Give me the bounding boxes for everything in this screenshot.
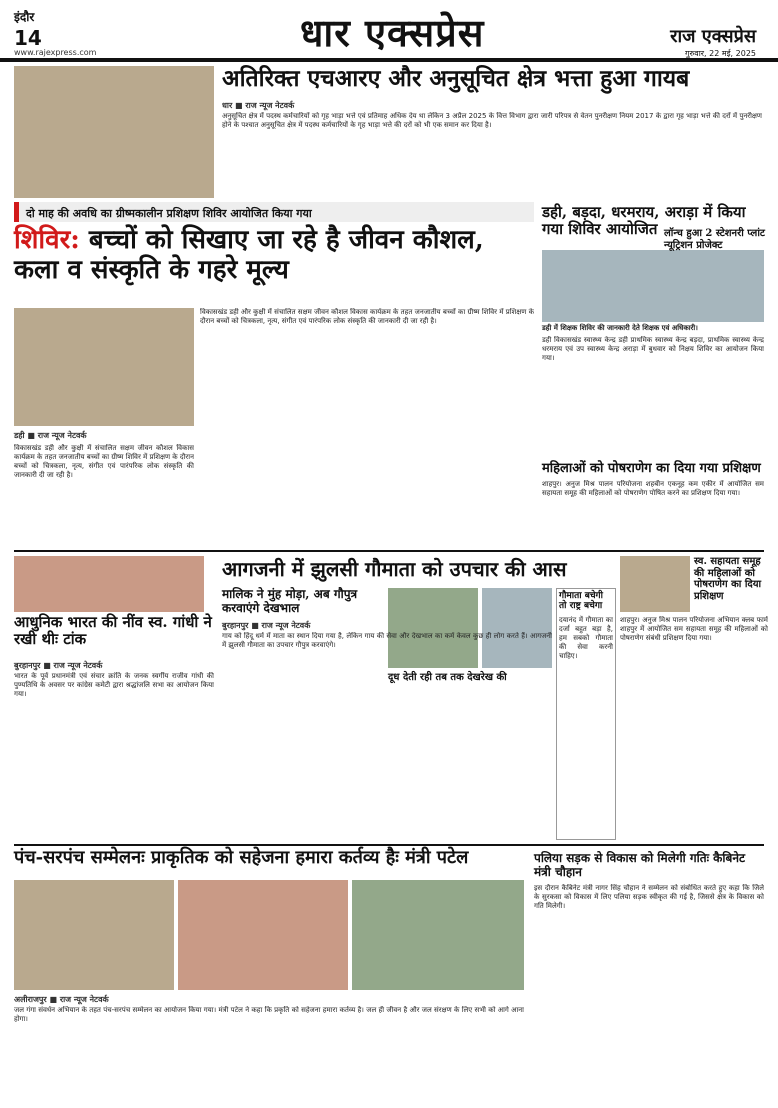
story2-photo [14, 308, 194, 426]
story9-headline: पंच-सरपंच सम्मेलनः प्राकृतिक को सहेजना हमारा कर्तव्य हैः मंत्री पटेल [14, 847, 469, 868]
story2-headline: बच्चों को सिखाए जा रहे है जीवन कौशल, कला व संस्कृति के गहरे मूल्य [14, 225, 484, 285]
story2-byline: डही ■ राज न्यूज नेटवर्क [14, 431, 87, 440]
website-link[interactable]: www.rajexpress.com [14, 48, 97, 57]
story8-text: शाहपुर। अनुज मिश्र पालन परियोजना अभियान क्लब फार्म शाहपुर में आयोजित सम सहायता समूह की महिलाओं को पोषराणेग संबंधी प्रशिक्षण दिया गया। [620, 616, 768, 642]
story7-text: भारत के पूर्व प्रधानमंत्री एवं संचार क्रांति के जनक स्वर्गीय राजीव गांधी की पुण्यतिथि के अवसर पर कांग्रेस कमेटी द्वारा श्रद्धांजलि सभा का आयोजन किया गया। [14, 672, 214, 698]
story2-kicker: शिविर: [14, 225, 80, 255]
story6-box-text: दयानंद में गौमाता का दर्जा बहुत बड़ा है, हम सबको गौमाता की सेवा करनी चाहिए। [559, 615, 613, 660]
story6-headline: आगजनी में झुलसी गौमाता को उपचार की आस [222, 557, 567, 581]
story5-text: शाहपुर। अनुज मिश्र पालन परियोजना शहबीन एकनूह कम एकीर में आयोजित सम सहायता समूह की महिलाओं को पोषराणेग पोषित करने का प्रशिक्षण दिया गया। [542, 480, 764, 497]
story4-headline: लॉन्च हुआ 2 स्टेशनरी प्लांट न्यूट्रिशन प्रोजेक्ट [664, 228, 765, 251]
story7-byline: बुरहानपुर ■ राज न्यूज नेटवर्क [14, 661, 103, 670]
section-rule-2 [14, 844, 764, 846]
masthead [0, 0, 778, 60]
story2-text-col: विकासखंड डही और कुक्षी में संचालित सक्षम जीवन कौशल विकास कार्यक्रम के तहत जनजातीय बच्चों का ग्रीष्म शिविर में प्रशिक्षण के दौरान बच्चों को चित्रकला, नृत्य, संगीत एवं पारंपरिक लोक संस्कृति की जानकारी दी जा रही है। [14, 444, 194, 479]
story9-byline: अलीराजपुर ■ राज न्यूज नेटवर्क [14, 995, 109, 1004]
story2-text: विकासखंड डही और कुक्षी में संचालित सक्षम जीवन कौशल विकास कार्यक्रम के तहत जनजातीय बच्चों का ग्रीष्म शिविर में प्रशिक्षण के दौरान बच्चों को चित्रकला, नृत्य, संगीत एवं पारंपरिक लोक संस्कृति की जानकारी दी जा रही है। [200, 308, 534, 325]
story10-headline: पलिया सड़क से विकास को मिलेगी गतिः कैबिनेट मंत्री चौहान [534, 851, 746, 879]
story9-text: जल गंगा संवर्धन अभियान के तहत पंच-सरपंच सम्मेलन का आयोजन किया गया। मंत्री पटेल ने कहा कि प्रकृति को सहेजना हमारा कर्तव्य है। जल ही जीवन है और जल संरक्षण के लिए सभी को आगे आना होगा। [14, 1006, 524, 1023]
story6-byline: बुरहानपुर ■ राज न्यूज नेटवर्क [222, 621, 311, 630]
story6-text: गाय को हिंदू धर्म में माता का स्थान दिया गया है, लेकिन गाय की सेवा और देखभाल का कर्म केवल कुछ ही लोग करते हैं। आगजनी में झुलसी गौमाता का उपचार गौपुत्र करवाएंगे। [222, 632, 552, 649]
story7-photo [14, 556, 204, 612]
story1-photo [14, 66, 214, 198]
story6-subhead2: दूध देती रही तब तक देखरेख की [388, 672, 507, 683]
story3-headline: डही, बड़दा, धरमराय, अराड़ा में किया गया शिविर आयोजित [542, 203, 746, 239]
story9-photo-2 [178, 880, 348, 990]
story6-subhead: मालिक ने मुंह मोड़ा, अब गौपुत्र करवाएंगे देखभाल [222, 587, 358, 615]
story5-headline: महिलाओं को पोषराणेग का दिया गया प्रशिक्षण [542, 461, 761, 476]
issue-date: गुरुवार, 22 मई, 2025 [684, 49, 756, 58]
city-label: इंदौर [14, 10, 35, 24]
strip-headline: दो माह की अवधि का ग्रीष्मकालीन प्रशिक्षण शिविर आयोजित किया गया [26, 207, 312, 220]
story9-photo-3 [352, 880, 524, 990]
story1-headline: अतिरिक्त एचआरए और अनुसूचित क्षेत्र भत्ता हुआ गायब [222, 65, 690, 92]
story3-caption: डही में शिक्षक शिविर की जानकारी देते शिक्षक एवं अधिकारी। [542, 324, 698, 332]
story3-photo [542, 250, 764, 322]
story8-headline: स्व. सहायता समूह की महिलाओं को पोषराणेग का दिया प्रशिक्षण [694, 556, 762, 602]
section-rule-1 [14, 550, 764, 552]
brand-name: राज एक्सप्रेस [670, 26, 756, 47]
story1-byline: धार ■ राज न्यूज नेटवर्क [222, 101, 295, 110]
story6-box-headline: गौमाता बचेगी तो राष्ट्र बचेगा [559, 591, 603, 612]
paper-title: धार एक्सप्रेस [300, 10, 485, 55]
story9-photo-1 [14, 880, 174, 990]
page-number: 14 [14, 26, 42, 50]
story6-sidebox [556, 588, 616, 840]
story3-text: डही विकासखंड स्वास्थ्य केन्द्र डही प्राथमिक स्वास्थ्य केन्द्र बड़दा, प्राथमिक स्वास्थ्य केन्द्र धरमराय एवं उप स्वास्थ्य केन्द्र अराड़ा में बुधवार को निक्षय शिविर का आयोजन किया गया। [542, 336, 764, 362]
story10-text: इस दौरान कैबिनेट मंत्री नागर सिंह चौहान ने सम्मेलन को संबोधित करते हुए कहा कि जिले के सुरकसा को विकास में लिए पलिया सड़क स्वीकृत की गई है, जिससे क्षेत्र के विकास को गति मिलेगी। [534, 884, 764, 910]
masthead-rule [0, 58, 778, 62]
story1-text: अनुसूचित क्षेत्र में पदस्थ कर्मचारियों को गृह भाड़ा भत्ते एवं प्रतिमाह अधिक देय था लेकिन 3 अप्रैल 2025 के वित्त विभाग द्वारा जारी परिपत्र से वेतन पुनरीक्षण नियम 2017 के द्वारा गृह भाड़ा भत्ते की दरों में पुनरीक्षण होने के पश्चात अनुसूचित क्षेत्र में पदस्थ कर्मचारियों के गृह भाड़ा भत्ते की दरों को भी एक समान कर दिया है। [222, 112, 762, 129]
story7-headline: आधुनिक भारत की नींव स्व. गांधी ने रखी थीः टांक [14, 613, 212, 649]
story2-headline-wrap [14, 226, 534, 286]
